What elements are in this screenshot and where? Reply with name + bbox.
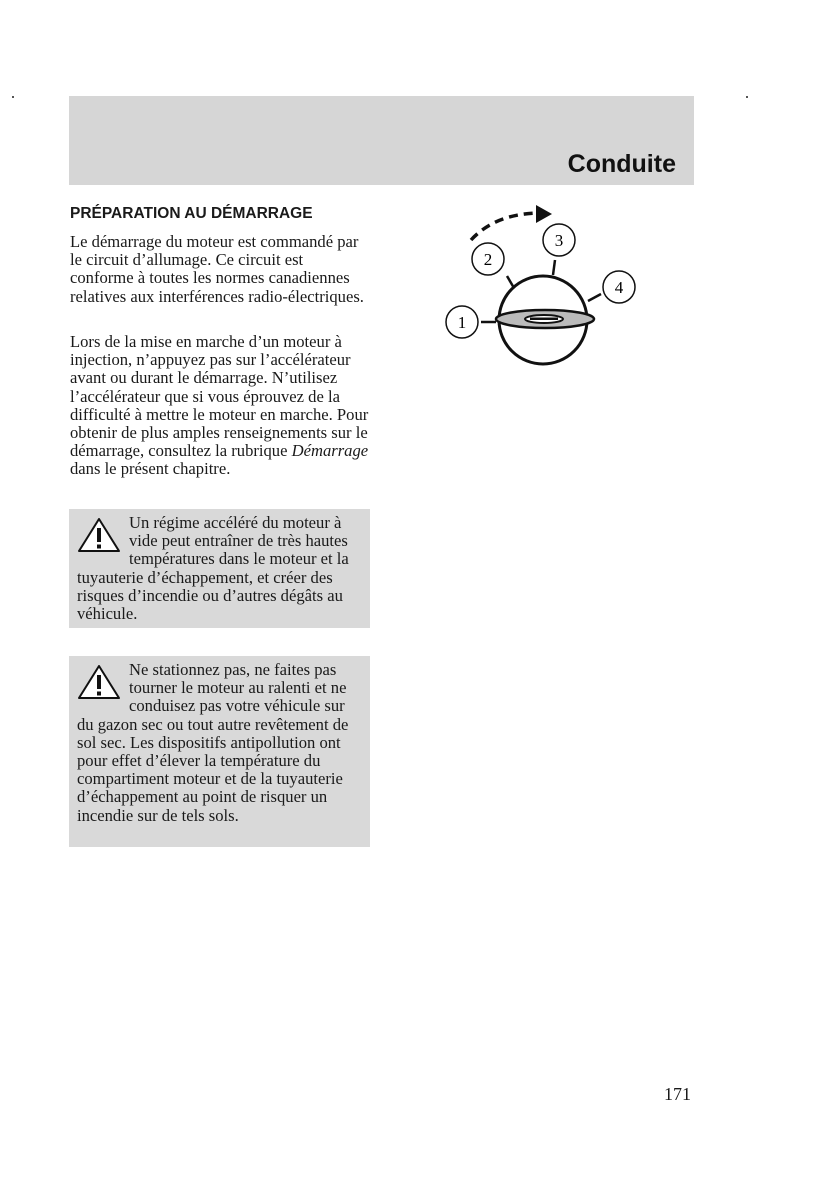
chapter-header [69,96,694,185]
warning-text: Un régime accéléré du moteur à vide peut entraîner de très hautes températures dans le moteur et la tuyauterie d’échappement, et créer des risques d’incendie ou d’autres dégâts au véhicule. [77,513,349,624]
rotation-arrow-icon [471,205,552,240]
position-number: 1 [457,313,467,332]
paragraph-italic-ref: Démarrage [291,441,369,461]
crop-mark [746,96,748,98]
section-heading: PRÉPARATION AU DÉMARRAGE [70,205,313,222]
warning-text: Ne stationnez pas, ne faites pas tourner le moteur au ralenti et ne conduisez pas votre véhicule sur du gazon sec ou tout autre revêtement de sol sec. Les dispositifs antipollution ont pour effet d’élever la température du compartiment moteur et de la tuyauterie d’échappement au point de risquer un incendie sur de tels sols. [77,660,349,825]
warning-box [69,509,370,628]
chapter-title: Conduite [567,150,676,178]
crop-mark [12,96,14,98]
paragraph-ignition: Le démarrage du moteur est commandé par le circuit d’allumage. Ce circuit est conforme à toutes les normes canadiennes relatives aux interférences radio-électriques. [70,232,364,306]
position-label-3 [543,224,575,256]
page-number: 171 [664,1084,691,1104]
position-label-2 [472,243,504,275]
position-number: 2 [483,250,493,269]
warning-box [69,656,370,847]
warning-triangle-icon [77,664,121,700]
position-label-4 [603,271,635,303]
warning-triangle-icon [77,517,121,553]
position-number: 4 [614,278,624,297]
paragraph-text: dans le présent chapitre. [70,459,231,479]
paragraph-accelerator [70,333,370,479]
paragraph-text: Lors de la mise en marche d’un moteur à injection, n’appuyez pas sur l’accélérateur avant ou durant le démarrage. N’utilisez l’accélérateur que si vous éprouvez de la difficulté à mettre le moteur en marche. Pour obtenir de plus amples renseignements sur le démarrage, consultez la rubrique [70,332,369,461]
position-label-1 [446,306,478,338]
ignition-switch-diagram [440,200,640,370]
position-number: 3 [554,231,564,250]
